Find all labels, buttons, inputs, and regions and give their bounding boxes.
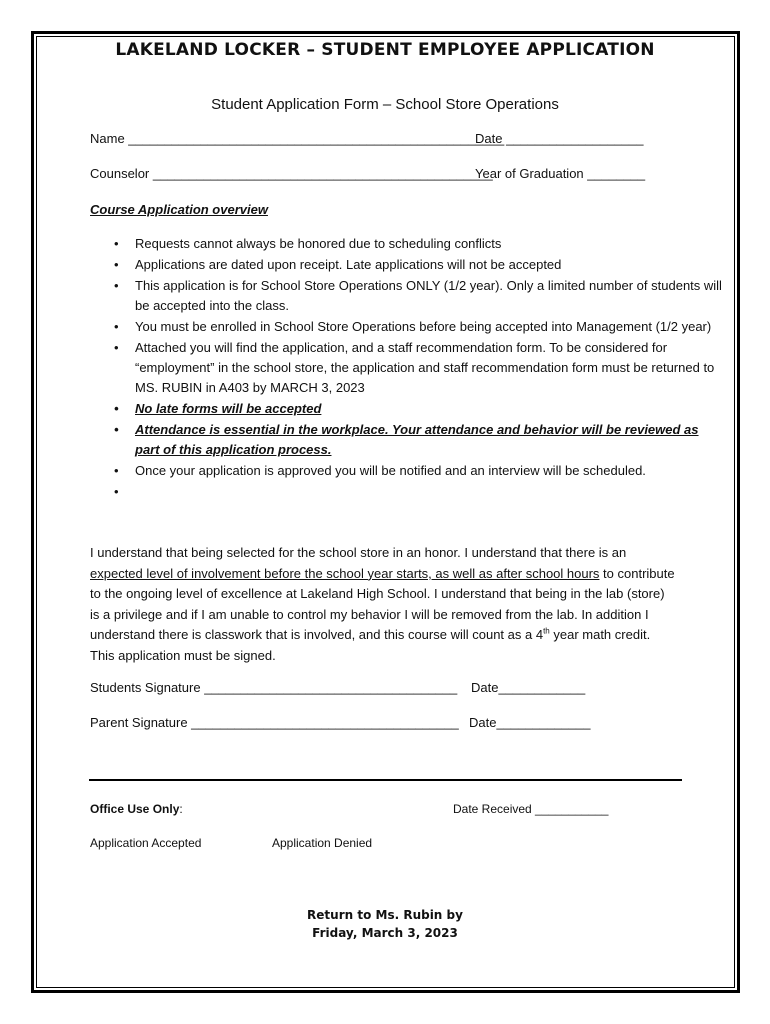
overview-list	[90, 234, 725, 503]
divider	[89, 779, 682, 781]
name-field[interactable]: Name ____________________________________________________	[90, 131, 505, 146]
list-item-no-late-forms: • No late forms will be accepted	[135, 399, 725, 419]
ordinal-suffix: th	[543, 627, 550, 637]
agreement-paragraph	[90, 543, 676, 667]
office-use-colon: :	[179, 802, 183, 816]
office-use-label-text: Office Use Only	[90, 802, 180, 816]
form-title: LAKELAND LOCKER – STUDENT EMPLOYEE APPLICATION	[115, 40, 655, 60]
list-item: • You must be enrolled in School Store Operations before being accepted into Management (1/2 year)	[135, 317, 725, 337]
parent-signature-field[interactable]: Parent Signature _____________________________________	[90, 715, 459, 730]
counselor-field[interactable]: Counselor _______________________________________________	[90, 166, 493, 181]
office-use-label	[90, 802, 183, 816]
application-denied-option[interactable]: Application Denied	[272, 836, 373, 850]
list-item: • Applications are dated upon receipt. Late applications will not be accepted	[135, 255, 725, 275]
agreement-text: to contribute to the ongoing level of excellence at Lakeland High School. I understand that being in the lab (store) is a privilege and if I am unable to control my behavior I will be removed from the lab. In addition I understand there is classwork that is involved, and this course will count as a 4	[90, 565, 675, 643]
application-accepted-option[interactable]: Application Accepted	[90, 836, 202, 850]
list-item: • Once your application is approved you will be notified and an interview will be scheduled.	[135, 461, 725, 481]
parent-date-field[interactable]: Date_____________	[469, 715, 591, 730]
agreement-text: I understand that being selected for the school store in an honor. I understand that there is an	[90, 545, 627, 560]
course-overview-heading: Course Application overview	[90, 202, 268, 217]
list-item: • Attached you will find the application, and a staff recommendation form. To be considered for “employment” in the school store, the application and staff recommendation form must be returned to MS. RUBIN in A403 by MARCH 3, 2023	[135, 338, 725, 398]
date-received-field[interactable]: Date Received ___________	[453, 802, 609, 816]
student-signature-field[interactable]: Students Signature ___________________________________	[90, 680, 458, 695]
student-date-field[interactable]: Date____________	[471, 680, 586, 695]
list-item: • Requests cannot always be honored due to scheduling conflicts	[135, 234, 725, 254]
agreement-underlined-text: expected level of involvement before the school year starts, as well as after school hours	[90, 565, 600, 581]
agreement-text: year math credit. This application must be signed.	[90, 627, 651, 663]
graduation-year-field[interactable]: Year of Graduation ________	[475, 166, 646, 181]
date-field[interactable]: Date ___________________	[475, 131, 644, 146]
list-item: • This application is for School Store Operations ONLY (1/2 year). Only a limited number of students will be accepted into the class.	[135, 276, 725, 316]
form-subtitle: Student Application Form – School Store Operations	[211, 96, 559, 113]
list-item-attendance: • Attendance is essential in the workplace. Your attendance and behavior will be reviewed as part of this application process.	[135, 420, 725, 460]
list-item-empty	[135, 482, 725, 502]
return-line-1: Return to Ms. Rubin by	[307, 908, 463, 922]
return-line-2: Friday, March 3, 2023	[312, 926, 458, 940]
return-instructions	[0, 906, 770, 942]
